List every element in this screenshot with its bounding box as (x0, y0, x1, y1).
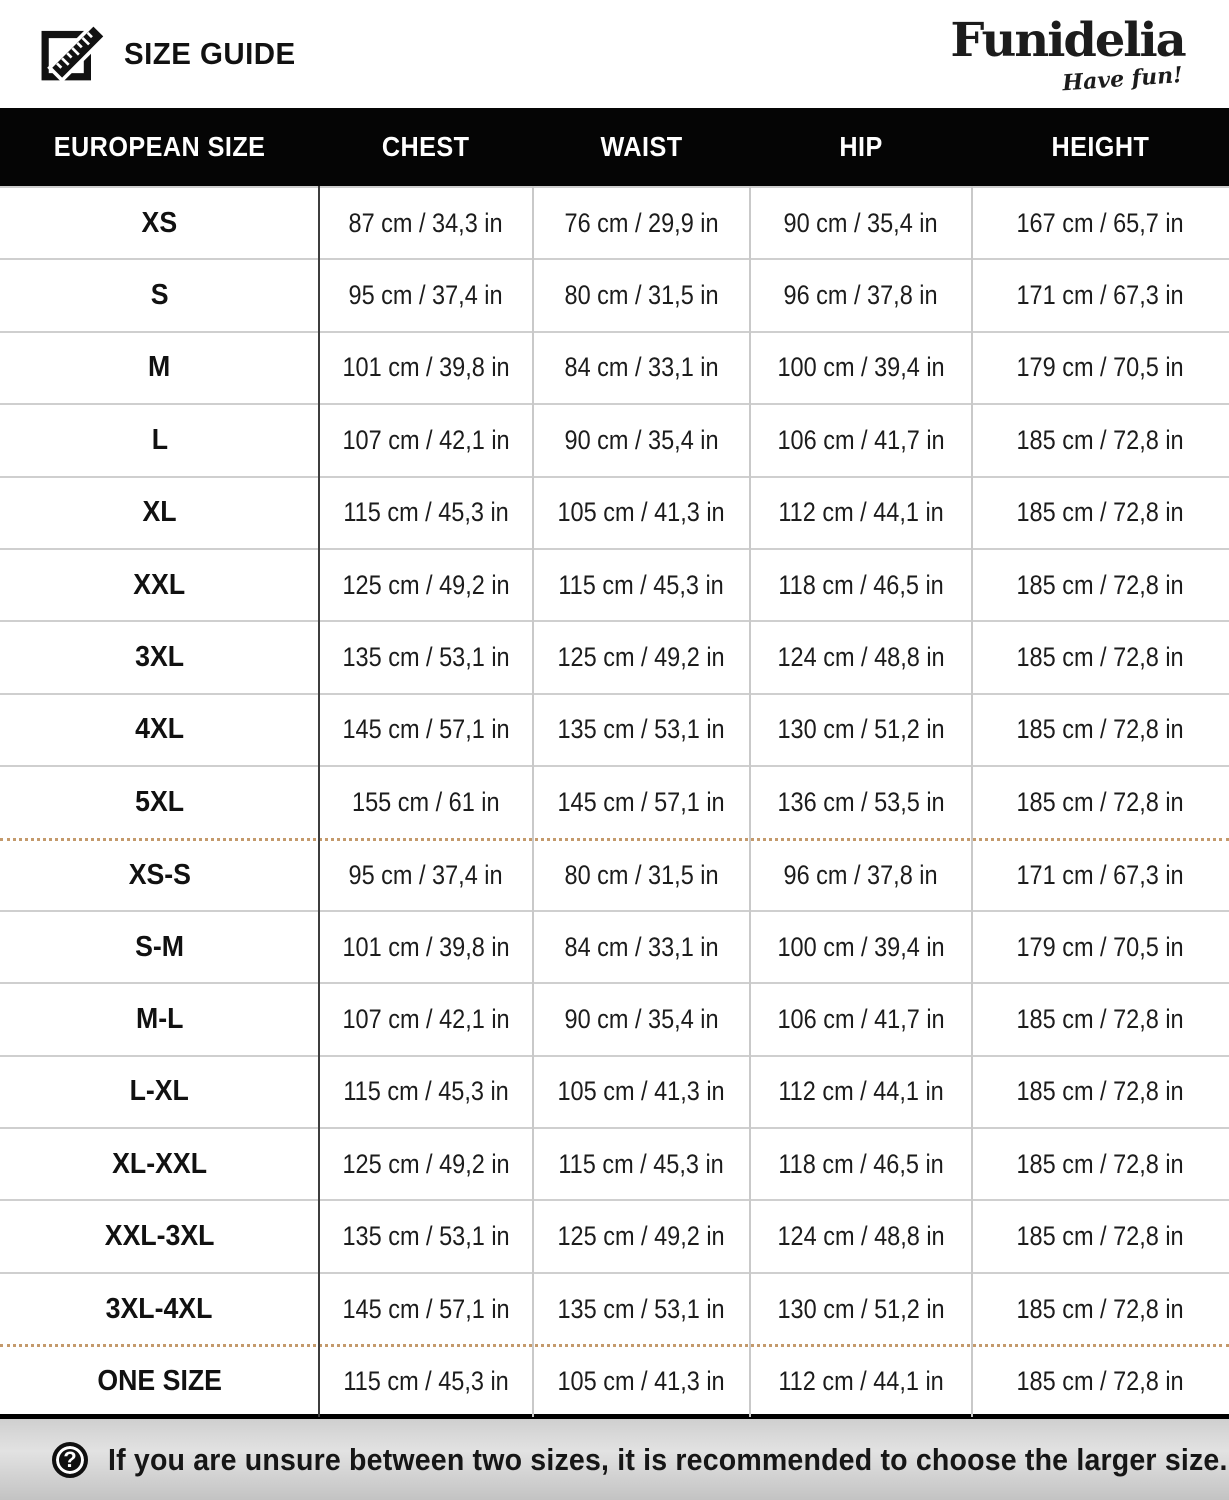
hip-cell: 112 cm / 44,1 in (778, 1076, 944, 1107)
chest-cell: 135 cm / 53,1 in (342, 1221, 510, 1252)
waist-cell: 105 cm / 41,3 in (557, 1076, 726, 1107)
table-row (0, 910, 1229, 982)
size-cell: S (150, 279, 169, 312)
size-cell: XXL-3XL (104, 1220, 215, 1253)
height-cell: 185 cm / 72,8 in (1016, 786, 1185, 817)
chest-cell: 107 cm / 42,1 in (342, 424, 510, 455)
hip-cell: 112 cm / 44,1 in (778, 1366, 944, 1397)
height-cell: 167 cm / 65,7 in (1016, 207, 1185, 238)
chest-cell: 115 cm / 45,3 in (343, 1076, 509, 1107)
table-row (0, 1199, 1229, 1271)
waist-cell: 135 cm / 53,1 in (557, 714, 726, 745)
table-row (0, 186, 1229, 258)
height-cell: 185 cm / 72,8 in (1016, 714, 1185, 745)
size-cell: 4XL (135, 713, 184, 746)
size-cell: M (148, 351, 171, 384)
hip-cell: 96 cm / 37,8 in (783, 859, 939, 890)
chest-cell: 87 cm / 34,3 in (348, 207, 504, 238)
size-cell: L-XL (129, 1075, 190, 1108)
size-table (0, 108, 1229, 1417)
size-cell: 3XL (135, 641, 184, 674)
hip-cell: 124 cm / 48,8 in (777, 1221, 945, 1252)
question-mark-icon: ? (52, 1442, 88, 1478)
chest-cell: 101 cm / 39,8 in (342, 931, 510, 962)
table-row (0, 548, 1229, 620)
size-cell: ONE SIZE (97, 1365, 222, 1398)
height-cell: 185 cm / 72,8 in (1016, 1148, 1185, 1179)
chest-cell: 125 cm / 49,2 in (342, 569, 510, 600)
height-cell: 179 cm / 70,5 in (1016, 931, 1185, 962)
waist-cell: 115 cm / 45,3 in (558, 569, 725, 600)
hip-cell: 106 cm / 41,7 in (777, 1003, 945, 1034)
hip-cell: 96 cm / 37,8 in (783, 280, 939, 311)
chest-cell: 115 cm / 45,3 in (343, 1366, 509, 1397)
waist-cell: 80 cm / 31,5 in (564, 280, 719, 311)
size-cell: XL-XXL (112, 1147, 207, 1180)
height-cell: 185 cm / 72,8 in (1016, 1366, 1185, 1397)
table-row (0, 1127, 1229, 1199)
table-row (0, 1344, 1229, 1416)
size-cell: 5XL (135, 785, 184, 818)
height-cell: 185 cm / 72,8 in (1016, 424, 1185, 455)
size-cell: XXL (133, 568, 186, 601)
chest-cell: 125 cm / 49,2 in (342, 1148, 510, 1179)
table-header-row (0, 108, 1229, 186)
height-cell: 185 cm / 72,8 in (1016, 569, 1185, 600)
table-row (0, 838, 1229, 910)
table-row (0, 403, 1229, 475)
size-cell: L (151, 423, 168, 456)
waist-cell: 90 cm / 35,4 in (564, 1003, 719, 1034)
chest-cell: 155 cm / 61 in (352, 786, 500, 817)
height-cell: 185 cm / 72,8 in (1016, 642, 1185, 673)
height-cell: 185 cm / 72,8 in (1016, 1003, 1185, 1034)
height-cell: 185 cm / 72,8 in (1016, 1293, 1185, 1324)
table-row (0, 982, 1229, 1054)
waist-cell: 105 cm / 41,3 in (557, 497, 726, 528)
waist-cell: 125 cm / 49,2 in (557, 642, 726, 673)
table-row (0, 258, 1229, 330)
size-cell: M-L (135, 1002, 184, 1035)
brand-logo (950, 12, 1185, 96)
hip-cell: 118 cm / 46,5 in (778, 569, 944, 600)
chest-cell: 115 cm / 45,3 in (343, 497, 509, 528)
height-cell: 171 cm / 67,3 in (1016, 280, 1185, 311)
waist-cell: 125 cm / 49,2 in (557, 1221, 726, 1252)
hip-cell: 106 cm / 41,7 in (777, 424, 945, 455)
waist-cell: 84 cm / 33,1 in (564, 931, 719, 962)
table-row (0, 1055, 1229, 1127)
waist-cell: 84 cm / 33,1 in (564, 352, 719, 383)
hip-cell: 136 cm / 53,5 in (777, 786, 945, 817)
size-cell: XS-S (128, 858, 191, 891)
hip-cell: 130 cm / 51,2 in (777, 1293, 945, 1324)
table-row (0, 1272, 1229, 1344)
ruler-icon (40, 18, 108, 84)
height-cell: 185 cm / 72,8 in (1016, 1076, 1185, 1107)
size-cell: XL (142, 496, 177, 529)
table-row (0, 476, 1229, 548)
hip-cell: 100 cm / 39,4 in (777, 352, 945, 383)
size-cell: S-M (135, 930, 184, 963)
height-cell: 185 cm / 72,8 in (1016, 497, 1185, 528)
waist-cell: 115 cm / 45,3 in (558, 1148, 725, 1179)
chest-cell: 135 cm / 53,1 in (342, 642, 510, 673)
page-header (0, 0, 1229, 108)
hip-cell: 90 cm / 35,4 in (783, 207, 939, 238)
height-cell: 185 cm / 72,8 in (1016, 1221, 1185, 1252)
column-header-european-size: EUROPEAN SIZE (53, 131, 266, 162)
size-cell: 3XL-4XL (106, 1292, 213, 1325)
table-row (0, 331, 1229, 403)
height-cell: 179 cm / 70,5 in (1016, 352, 1185, 383)
footer-note-text: If you are unsure between two sizes, it is recommended to choose the larger size. (108, 1441, 1228, 1477)
chest-cell: 145 cm / 57,1 in (342, 1293, 510, 1324)
hip-cell: 100 cm / 39,4 in (777, 931, 945, 962)
logo-wordmark: Funidelia (950, 12, 1185, 68)
title-group (40, 24, 305, 84)
waist-cell: 90 cm / 35,4 in (564, 424, 719, 455)
height-cell: 171 cm / 67,3 in (1016, 859, 1185, 890)
waist-cell: 135 cm / 53,1 in (557, 1293, 726, 1324)
column-header-hip: HIP (839, 131, 883, 162)
hip-cell: 112 cm / 44,1 in (778, 497, 944, 528)
size-cell: XS (141, 206, 178, 239)
table-row (0, 620, 1229, 692)
hip-cell: 124 cm / 48,8 in (777, 642, 945, 673)
table-row (0, 693, 1229, 765)
column-header-chest: CHEST (382, 131, 470, 162)
chest-cell: 101 cm / 39,8 in (342, 352, 510, 383)
chest-cell: 145 cm / 57,1 in (342, 714, 510, 745)
chest-cell: 95 cm / 37,4 in (348, 859, 504, 890)
column-header-height: HEIGHT (1051, 131, 1150, 162)
page-title: SIZE GUIDE (124, 36, 296, 71)
footer-note-bar (0, 1414, 1229, 1500)
table-body (0, 186, 1229, 1417)
chest-cell: 95 cm / 37,4 in (348, 280, 504, 311)
table-row (0, 765, 1229, 837)
chest-cell: 107 cm / 42,1 in (342, 1003, 510, 1034)
waist-cell: 76 cm / 29,9 in (564, 207, 719, 238)
logo-tagline: Have fun! (1061, 61, 1184, 96)
waist-cell: 105 cm / 41,3 in (557, 1366, 726, 1397)
hip-cell: 118 cm / 46,5 in (778, 1148, 944, 1179)
waist-cell: 145 cm / 57,1 in (557, 786, 726, 817)
column-header-waist: WAIST (600, 131, 683, 162)
waist-cell: 80 cm / 31,5 in (564, 859, 719, 890)
hip-cell: 130 cm / 51,2 in (777, 714, 945, 745)
